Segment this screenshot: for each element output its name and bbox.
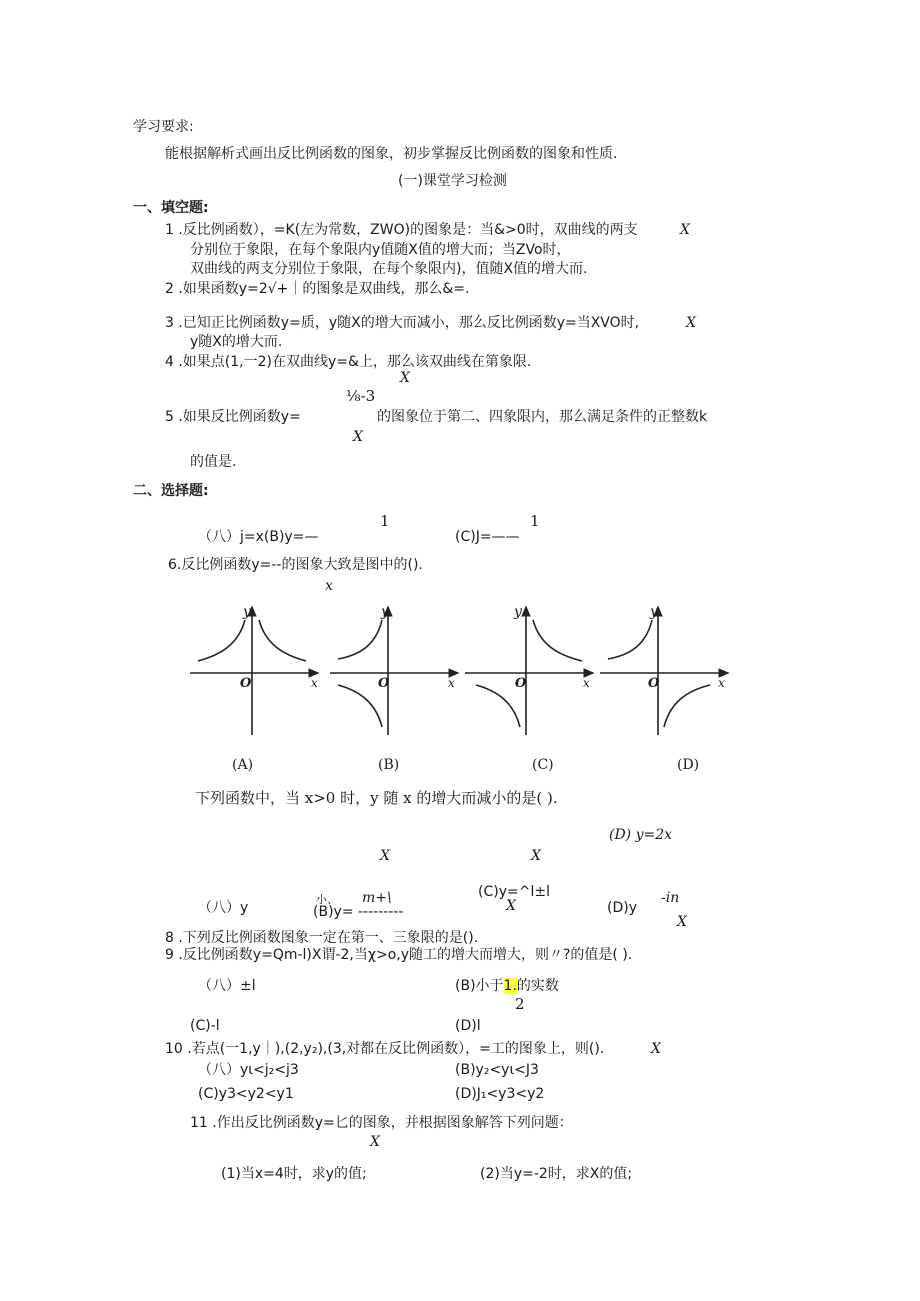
q5-main: 5 .如果反比例函数y= [165,409,301,425]
q9: 9 .反比例函数y=Qm-l)X谓-2,当χ>o,y随工的增大而增大，则〃?的值是( ). [165,947,633,963]
q11-part2: (2)当y=-2时，求X的值; [480,1166,633,1182]
q5-rest: 的图象位于第二、四象限内，那么满足条件的正整数k [377,409,708,425]
q4: 4 .如果点(1,一2)在双曲线y=&上，那么该双曲线在第象限. [165,354,532,370]
graph-d-caption: (D) [677,757,700,773]
graph-b-caption: (B) [378,757,400,773]
graph-d-y-label: y [650,604,658,620]
q10: 10 .若点(一1,y｜),(2,y₂),(3,对都在反比例函数），=工的图象上，则(). [165,1041,605,1057]
q7-c-x: X [506,898,516,914]
q1-x: X [680,222,690,238]
q7-x1: X [380,848,390,864]
q9-b [455,977,559,995]
q3-line2: y随X的增大而. [190,334,283,350]
graph-d [600,607,728,735]
q7: 下列函数中，当 x>0 时，y 随 x 的增大而减小的是( ). [195,789,558,807]
q3-line1: 3 .已知正比例函数y=质，y随X的增大而减小，那么反比例函数y=当XVO时, [165,315,640,331]
q7-d-in: -in [661,890,680,906]
q10-d: (D)J₁<y3<y2 [455,1086,545,1102]
q5-denominator: X [353,429,363,445]
q10-a: （八）yι<j₂<j3 [198,1062,299,1078]
graph-c-y-label: y [514,604,522,620]
q9-b-post: 的实数 [516,978,559,994]
q6-options-c: (C)J=—— [455,529,520,545]
q10-c: (C)y3<y2<y1 [198,1086,294,1102]
graph-a-x-label: x [311,676,318,690]
q7-c: (C)y=^l±l [478,884,550,900]
q4-x: X [400,370,410,386]
graph-d-origin: O [648,676,660,691]
q7-d: (D)y [607,900,637,916]
graph-d-x-label: x [718,676,725,690]
graph-b-y-label: y [381,604,389,620]
q7-a: （八）y [198,900,249,916]
graph-c-origin: O [515,676,527,691]
q7-b: (B)y= --------- [313,904,404,920]
q7-b-m: m+\ [362,890,392,906]
q7-d-x: X [677,914,687,930]
q11-part1: (1)当x=4时，求y的值; [221,1166,367,1182]
graph-a-origin: O [240,676,252,691]
q1-line1: 1 .反比例函数），=K(左为常数，ZWO)的图象是：当&>0时，双曲线的两支 [165,222,638,238]
q1-line2: 分别位于象限，在每个象限内y值随X值的增大而；当ZVo时， [190,242,571,258]
q7-b-top: 小、 [316,893,338,906]
q11-x: X [370,1134,380,1150]
q5-numerator: ⅛-3 [346,387,376,405]
q8: 8 .下列反比例函数图象一定在第一、三象限的是(). [165,930,479,946]
q9-b-den: 2 [515,995,525,1013]
q5-line2: 的值是. [190,454,237,470]
section-title: (一)课堂学习检测 [398,173,507,189]
graph-c [465,607,593,735]
q9-a: （八）±l [198,978,256,994]
q9-c: (C)-l [190,1018,220,1034]
q1-line3: 双曲线的两支分别位于象限，在每个象限内)，值随X值的增大而. [190,261,588,277]
requirements-title: 学习要求: [133,119,194,135]
q2: 2 .如果函数y=2√+｜的图象是双曲线，那么&=. [165,281,470,297]
q6-options-ab: （八）j=x(B)y=— [198,529,319,545]
q10-x: X [651,1041,661,1057]
graph-b [330,607,458,735]
graph-c-caption: (C) [532,757,554,773]
graph-a [190,607,318,735]
graph-b-x-label: x [448,676,455,690]
graph-b-origin: O [378,676,390,691]
requirements-text: 能根据解析式画出反比例函数的图象，初步掌握反比例函数的图象和性质. [165,146,618,162]
part1-title: 一、填空题: [133,200,209,216]
graph-a-caption: (A) [232,757,254,773]
q9-d: (D)l [455,1018,481,1034]
q6-opt-a-one: 1 [380,512,390,530]
part2-title: 二、选择题: [133,483,209,499]
q9-b-highlight: 1. [503,978,517,994]
q6-x: x [325,578,333,594]
q7-x2: X [531,848,541,864]
q9-b-pre: (B)小于 [455,978,504,994]
q10-b: (B)y₂<yι<J3 [455,1062,539,1078]
graph-a-y-label: y [243,604,251,620]
q7-d-top: (D) y=2x [609,827,673,843]
q3-x: X [686,315,696,331]
q6-opt-c-one: 1 [530,512,540,530]
q6: 6.反比例函数y=--的图象大致是图中的(). [168,557,423,573]
graph-c-x-label: x [583,676,590,690]
q11: 11 .作出反比例函数y=匕的图象，并根据图象解答下列问题： [190,1115,573,1131]
